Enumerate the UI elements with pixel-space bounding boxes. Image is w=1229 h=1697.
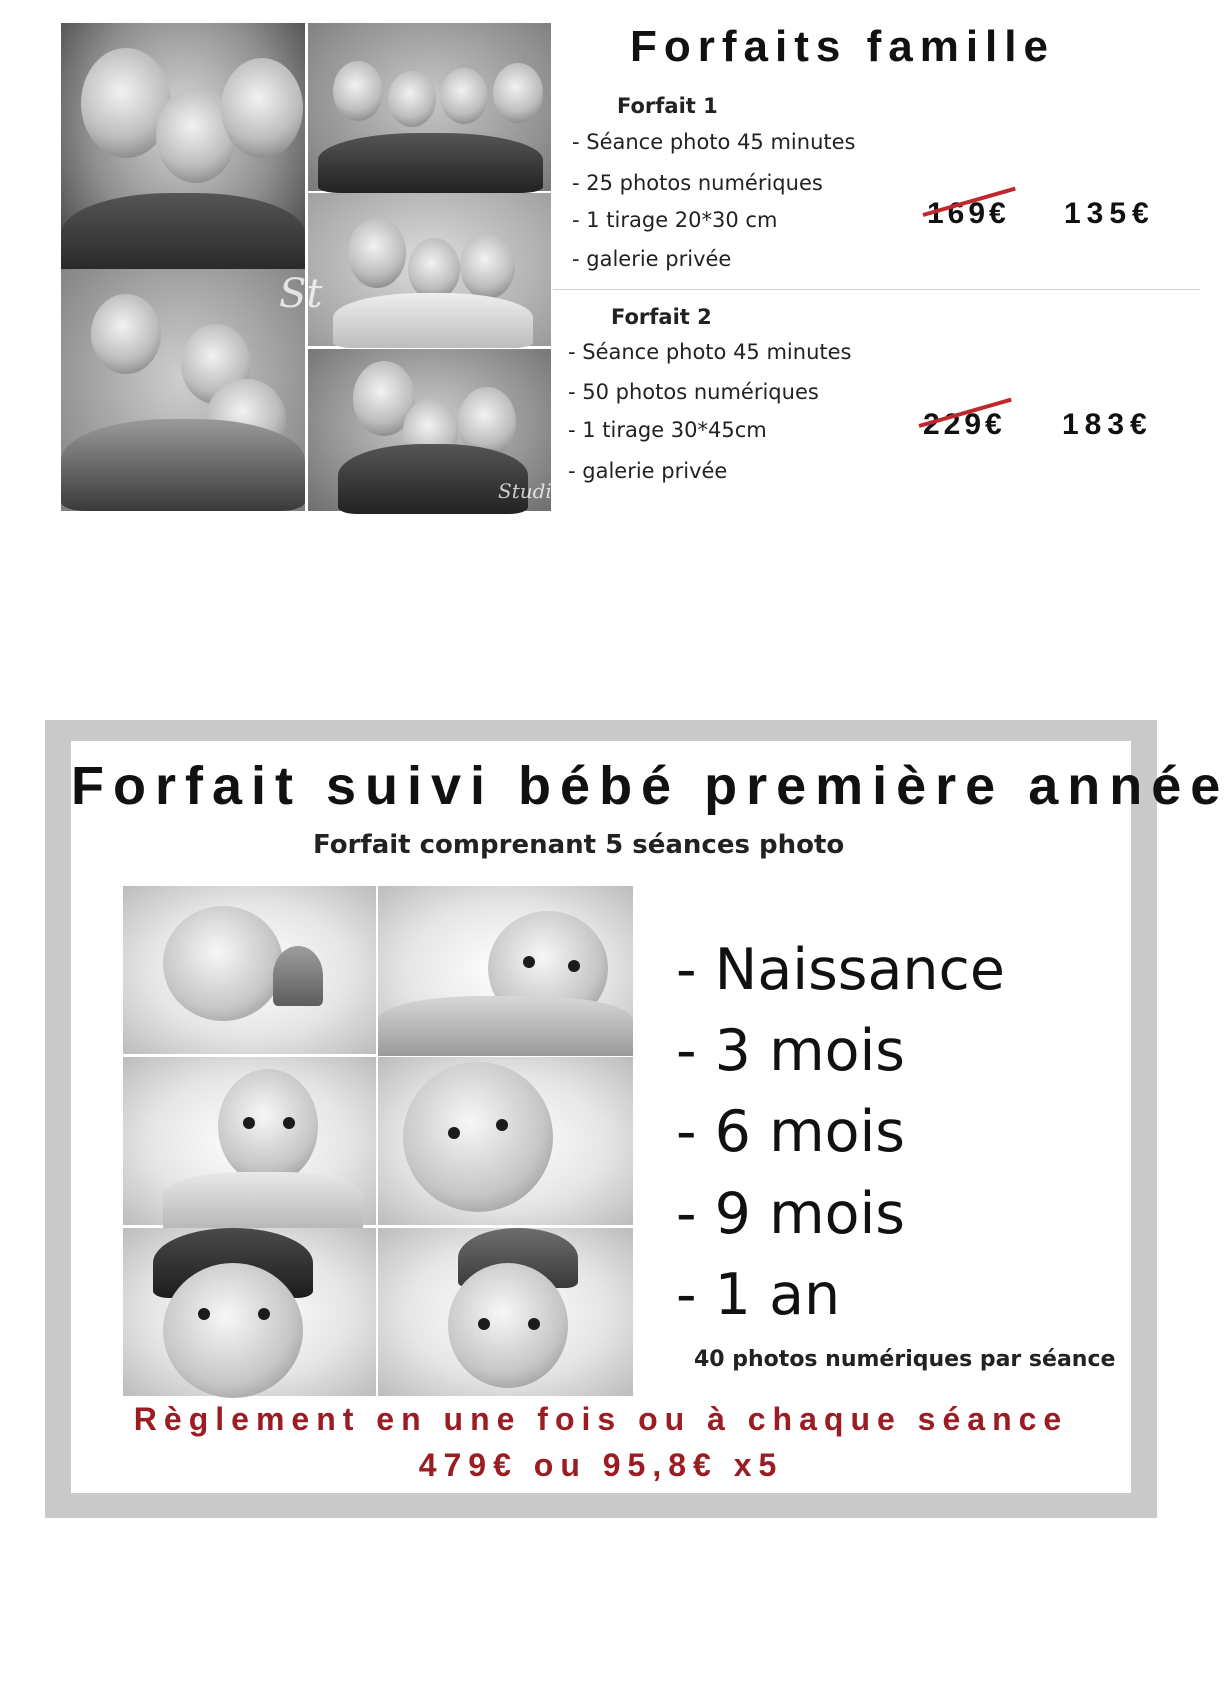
package-2-item: - galerie privée — [568, 459, 728, 483]
three-children-hug-photo — [61, 23, 305, 266]
package-2-item: - 50 photos numériques — [568, 380, 819, 404]
payment-terms: Règlement en une fois ou à chaque séance — [133, 1401, 1069, 1437]
stage-9-months: - 9 mois — [676, 1181, 906, 1247]
family-packages-title: Forfaits famille — [630, 22, 1055, 71]
baby-1-year-photo — [378, 1228, 633, 1396]
photos-per-session-note: 40 photos numériques par séance — [694, 1347, 1116, 1372]
package-1-item: - 1 tirage 20*30 cm — [572, 208, 778, 232]
stage-6-months: - 6 mois — [676, 1099, 906, 1165]
package-2-item: - Séance photo 45 minutes — [568, 340, 852, 364]
newborn-in-hands-photo — [378, 886, 633, 1054]
studio-watermark-icon: Studio — [498, 479, 564, 503]
package-divider — [553, 289, 1200, 290]
package-2-item: - 1 tirage 30*45cm — [568, 418, 767, 442]
package-2-old-price — [923, 408, 1006, 442]
baby-package-subtitle: Forfait comprenant 5 séances photo — [313, 830, 845, 860]
studio-watermark-icon: St — [279, 271, 323, 317]
package-1-new-price: 135€ — [1064, 197, 1155, 230]
old-price-text: 169€ — [927, 197, 1010, 230]
stage-3-months: - 3 mois — [676, 1018, 906, 1084]
package-2-title: Forfait 2 — [611, 305, 712, 329]
baby-package-title: Forfait suivi bébé première année — [71, 756, 1229, 816]
baby-6-months-photo — [378, 1057, 633, 1225]
baby-3-months-photo — [123, 1057, 376, 1225]
package-1-item: - Séance photo 45 minutes — [572, 130, 856, 154]
baby-9-months-photo — [123, 1228, 376, 1396]
children-pile-photo — [61, 269, 323, 511]
baby-package-price: 479€ ou 95,8€ x5 — [418, 1447, 784, 1483]
package-2-new-price: 183€ — [1062, 408, 1153, 441]
old-price-text: 229€ — [923, 408, 1006, 441]
stage-1-year: - 1 an — [676, 1262, 841, 1328]
package-1-item: - 25 photos numériques — [572, 171, 823, 195]
newborn-sleeping-photo — [123, 886, 376, 1054]
three-children-chin-photo — [308, 193, 551, 346]
package-1-old-price — [927, 197, 1010, 231]
package-1-title: Forfait 1 — [617, 94, 718, 118]
stage-birth: - Naissance — [676, 937, 1005, 1003]
four-children-lying-photo — [308, 23, 551, 191]
siblings-embrace-photo — [308, 349, 564, 511]
package-1-item: - galerie privée — [572, 247, 732, 271]
